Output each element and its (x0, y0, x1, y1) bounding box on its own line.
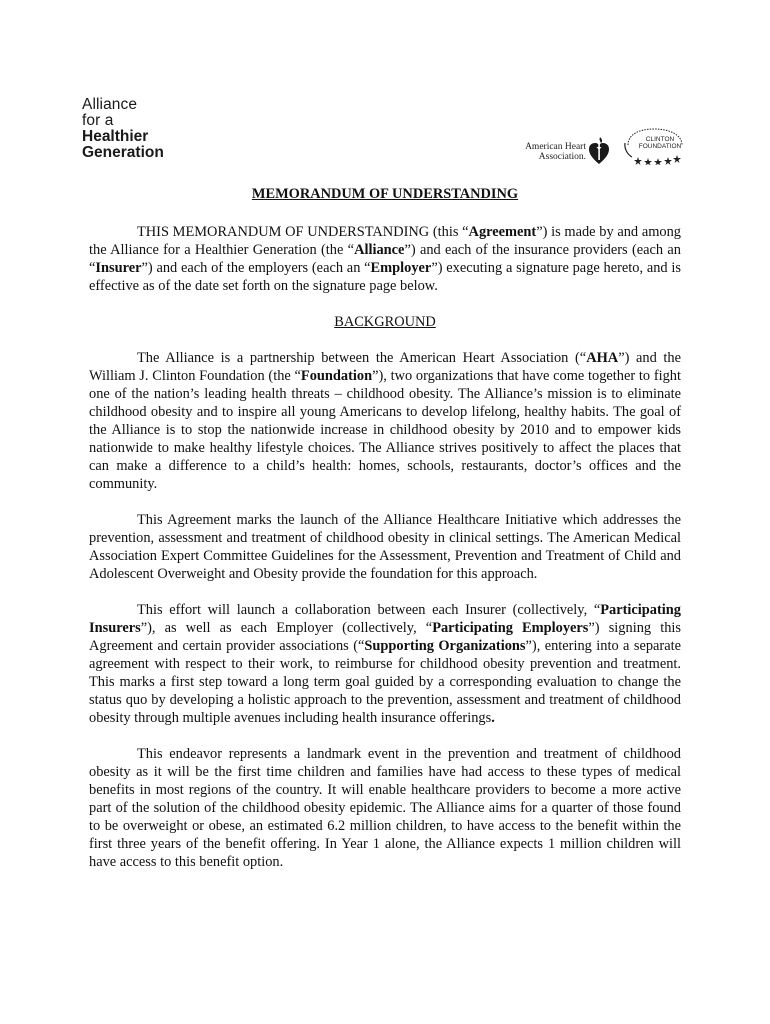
paragraph-text: ”), entering into a separate agreement with respect to their work, to reimburse for childhood obesity prevention and treatment. This marks a first step toward a long term goal guided by a corresponding evaluation to change the status quo by developing a holistic approach to the prevention, assessment and treatment of childhood obesity through multiple avenues including health insurance offerings (89, 638, 681, 726)
intro-term: Agreement (468, 224, 537, 240)
intro-text: ”) executing a signature page hereto, and is effective as of the date set forth on the signature page below. (89, 260, 681, 294)
intro-text: THIS MEMORANDUM OF UNDERSTANDING (this “ (137, 224, 469, 240)
paragraph-term: Foundation (300, 368, 373, 384)
paragraph-text: The Alliance is a partnership between the American Heart Association (“ (137, 350, 587, 366)
intro-term: Employer (370, 260, 432, 276)
alliance-logo (82, 97, 164, 161)
intro-term: Insurer (95, 260, 142, 276)
aha-logo-text (525, 142, 586, 162)
clinton-foundation-logo (622, 127, 686, 165)
paragraph-term: Participating Insurers (89, 602, 681, 636)
paragraph-text: ”), two organizations that have come together to fight one of the nation’s leading health threats – childhood obesity. The Alliance’s mission is to eliminate childhood obesity and to inspire all young Americans to develop lifelong, healthy habits. The goal of the Alliance is to stop the nationwide increase in childhood obesity by 2010 and to empower kids nationwide to make healthy lifestyle choices. The Alliance strives positively to affect the places that can make a difference to a child’s health: homes, schools, restaurants, doctor’s offices and the community. (89, 368, 681, 492)
background-paragraph-2: This Agreement marks the launch of the Alliance Healthcare Initiative which addresses the prevention, assessment and treatment of childhood obesity in clinical settings. The American Medical Association Expert Committee Guidelines for the Assessment, Prevention and Treatment of Child and Adolescent Overweight and Obesity provide the foundation for this approach. (89, 512, 681, 582)
intro-term: Alliance (354, 242, 405, 258)
intro-paragraph (89, 223, 681, 295)
paragraph-text: ”) and the William J. Clinton Foundation (the “ (89, 350, 682, 384)
heart-torch-icon (588, 135, 610, 165)
intro-text: ”) and each of the employers (each an “ (141, 260, 371, 276)
paragraph-term: . (491, 710, 495, 726)
memorandum-body (89, 185, 681, 889)
paragraph-term: Participating Employers (432, 620, 589, 636)
paragraph-text: ”), as well as each Employer (collectively, “ (140, 620, 433, 636)
alliance-logo-line4: Generation (82, 144, 164, 161)
paragraph-text: This effort will launch a collaboration between each Insurer (collectively, “ (137, 602, 601, 618)
background-paragraph-1 (89, 349, 681, 493)
clinton-logo-line1: CLINTON (645, 136, 675, 143)
paragraph-term: AHA (586, 350, 619, 366)
alliance-logo-line3: Healthier (82, 128, 149, 145)
paragraph-text: ”) signing this Agreement and certain provider associations (“ (89, 620, 682, 654)
clinton-logo-line2: FOUNDATION (638, 143, 682, 150)
alliance-logo-line2: for a (82, 112, 114, 129)
document-title: MEMORANDUM OF UNDERSTANDING (251, 186, 519, 202)
paragraph-term: Supporting Organizations (364, 638, 526, 654)
aha-logo-line2: Association. (538, 152, 586, 162)
alliance-logo-line1: Alliance (82, 96, 138, 113)
clinton-logo-text (636, 136, 684, 150)
background-paragraph-3 (89, 601, 681, 727)
background-heading: BACKGROUND (334, 314, 436, 330)
aha-logo-line1: American Heart (525, 142, 586, 152)
aha-logo (520, 133, 610, 167)
intro-text: ”) and each of the insurance providers (each an “ (89, 242, 682, 276)
intro-text: ”) is made by and among the Alliance for a Healthier Generation (the “ (89, 224, 681, 258)
background-paragraph-4: This endeavor represents a landmark event in the prevention and treatment of childhood obesity as it will be the first time children and families have had access to these types of medical benefits in most regions of the country. It will enable healthcare providers to become a more active part of the solution of the childhood obesity epidemic. The Alliance aims for a quarter of those found to be overweight or obese, an estimated 6.2 million children, to have access to the benefit within the first three years of the benefit offering. In Year 1 alone, the Alliance expects 1 million children will have access to this benefit option. (89, 746, 681, 870)
